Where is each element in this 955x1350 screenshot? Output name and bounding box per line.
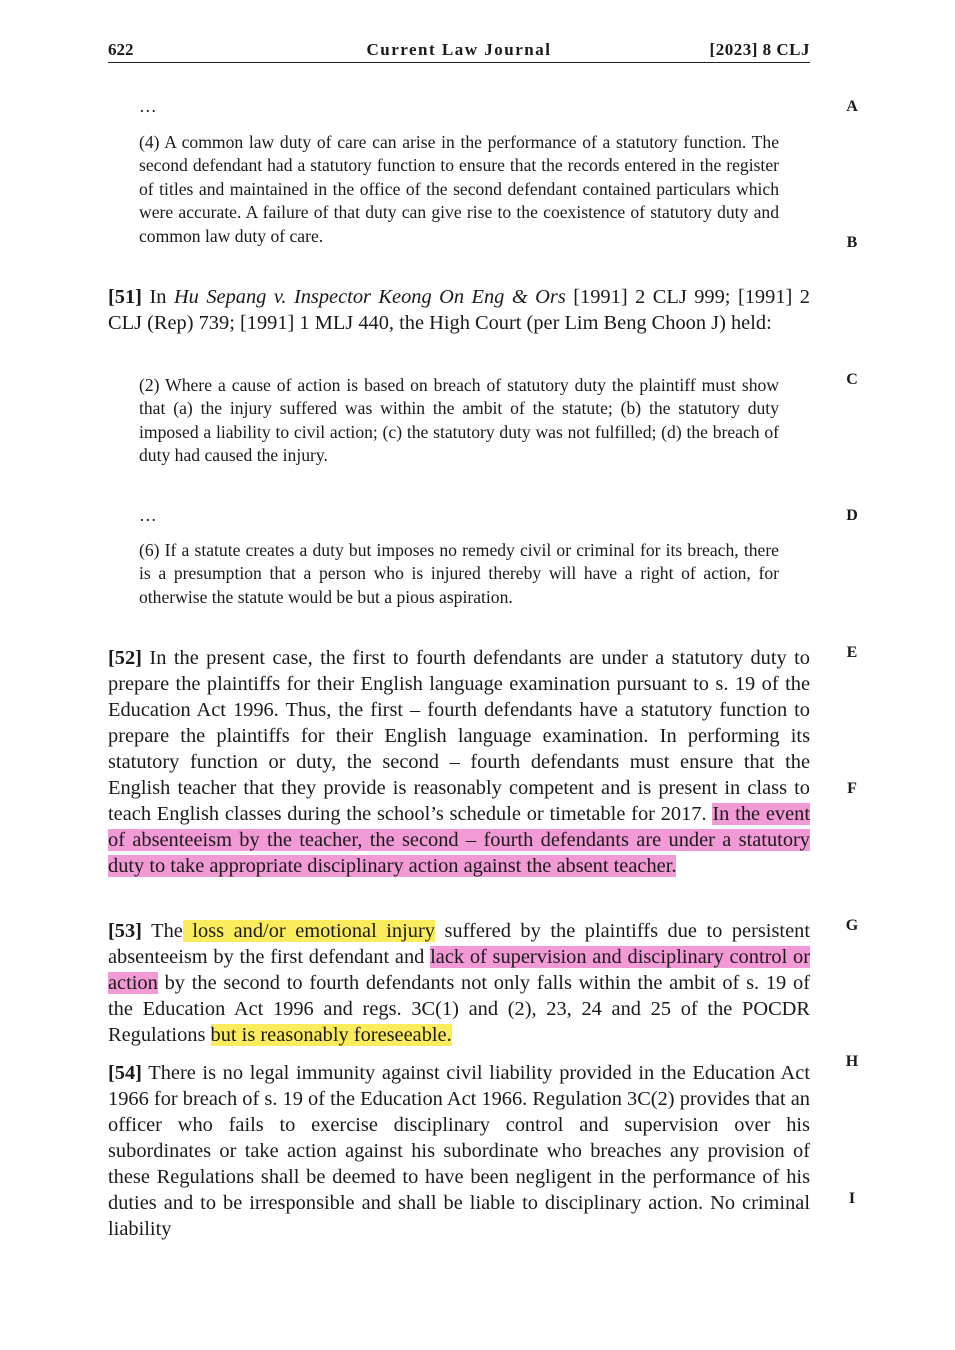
highlighted-text: In the event of absenteeism by the teacher, the second – fourth defendants are under a statutory duty to take appropriate disciplinary action against the absent teacher. [108, 803, 811, 877]
margin-letter-c: C [846, 371, 858, 388]
margin-letter-h: H [845, 1053, 859, 1070]
highlighted-text: lack of supervision and disciplinary control or action [108, 946, 810, 994]
paragraph-51: [51] In Hu Sepang v. Inspector Keong On Eng & Ors [1991] 2 CLJ 999; [1991] 2 CLJ (Rep) 739; [1991] 1 MLJ 440, the High Court (per Lim Beng Choon J) held: [108, 286, 810, 334]
paragraph-number: [52] [108, 647, 142, 669]
margin-letter-i: I [848, 1190, 856, 1207]
running-header [108, 40, 810, 63]
journal-title: Current Law Journal [366, 40, 552, 59]
page-number: 622 [108, 40, 134, 59]
margin-letter-a: A [846, 98, 858, 115]
margin-letter-g: G [845, 917, 859, 934]
paragraph-number: [51] [108, 286, 142, 308]
highlighted-text: loss and/or emotional injury [182, 920, 435, 942]
paragraph-number: [53] [108, 920, 142, 942]
paragraph-53: [53] The loss and/or emotional injury suffered by the plaintiffs due to persistent absenteeism by the first defendant and lack of supervision and disciplinary control or action by the second to fourth defendants not only falls within the ambit of s. 19 of the Education Act 1996 and regs. 3C(1) and (2), 23, 24 and 25 of the POCDR Regulations but is reasonably foreseeable. [108, 920, 810, 1046]
margin-letter-b: B [846, 234, 858, 251]
paragraph-number: [54] [108, 1062, 142, 1084]
margin-letter-e: E [846, 644, 858, 661]
highlighted-text: but is reasonably foreseeable. [210, 1024, 452, 1046]
quote-ellipsis: … [139, 96, 157, 116]
quote-item-4: (4) A common law duty of care can arise in the performance of a statutory function. The second defendant had a statutory function to ensure that the records entered in the register of titles and maintained in the office of the second defendant contained particulars which were accurate. A failure of that duty can give rise to the coexistence of statutory duty and common law duty of care. [139, 132, 779, 246]
paragraph-52: [52] In the present case, the first to fourth defendants are under a statutory duty to prepare the plaintiffs for their English language examination pursuant to s. 19 of the Education Act 1996. Thus, the first – fourth defendants have a statutory function to prepare the plaintiffs for their English language examination. In performing its statutory function or duty, the second – fourth defendants must ensure that the English teacher that they provide is reasonably competent and is present in class to teach English classes during the school’s schedule or timetable for 2017. In the event of absenteeism by the teacher, the second – fourth defendants are under a statutory duty to take appropriate disciplinary action against the absent teacher. [108, 647, 811, 877]
margin-letter-d: D [846, 507, 858, 524]
quote-item-6: (6) If a statute creates a duty but imposes no remedy civil or criminal for its breach, there is a presumption that a person who is injured thereby will have a right of action, for otherwise the statute would be but a pious aspiration. [139, 540, 779, 607]
quote-ellipsis: … [139, 505, 157, 525]
case-citation: Hu Sepang v. Inspector Keong On Eng & Ors [173, 286, 566, 308]
paragraph-54: [54] There is no legal immunity against civil liability provided in the Education Act 1966 for breach of s. 19 of the Education Act 1966. Regulation 3C(2) provides that an officer who fails to exercise disciplinary control and supervision over his subordinates or take action against his subordinate who breaches any provision of these Regulations shall be deemed to have been negligent in the performance of his duties and to be irresponsible and shall be liable to disciplinary action. No criminal liability [108, 1062, 810, 1240]
journal-citation: [2023] 8 CLJ [709, 40, 810, 59]
quote-item-2: (2) Where a cause of action is based on breach of statutory duty the plaintiff must show that (a) the injury suffered was within the ambit of the statute; (b) the statutory duty imposed a liability to civil action; (c) the statutory duty was not fulfilled; (d) the breach of duty had caused the injury. [139, 375, 779, 466]
margin-letter-f: F [847, 780, 857, 797]
